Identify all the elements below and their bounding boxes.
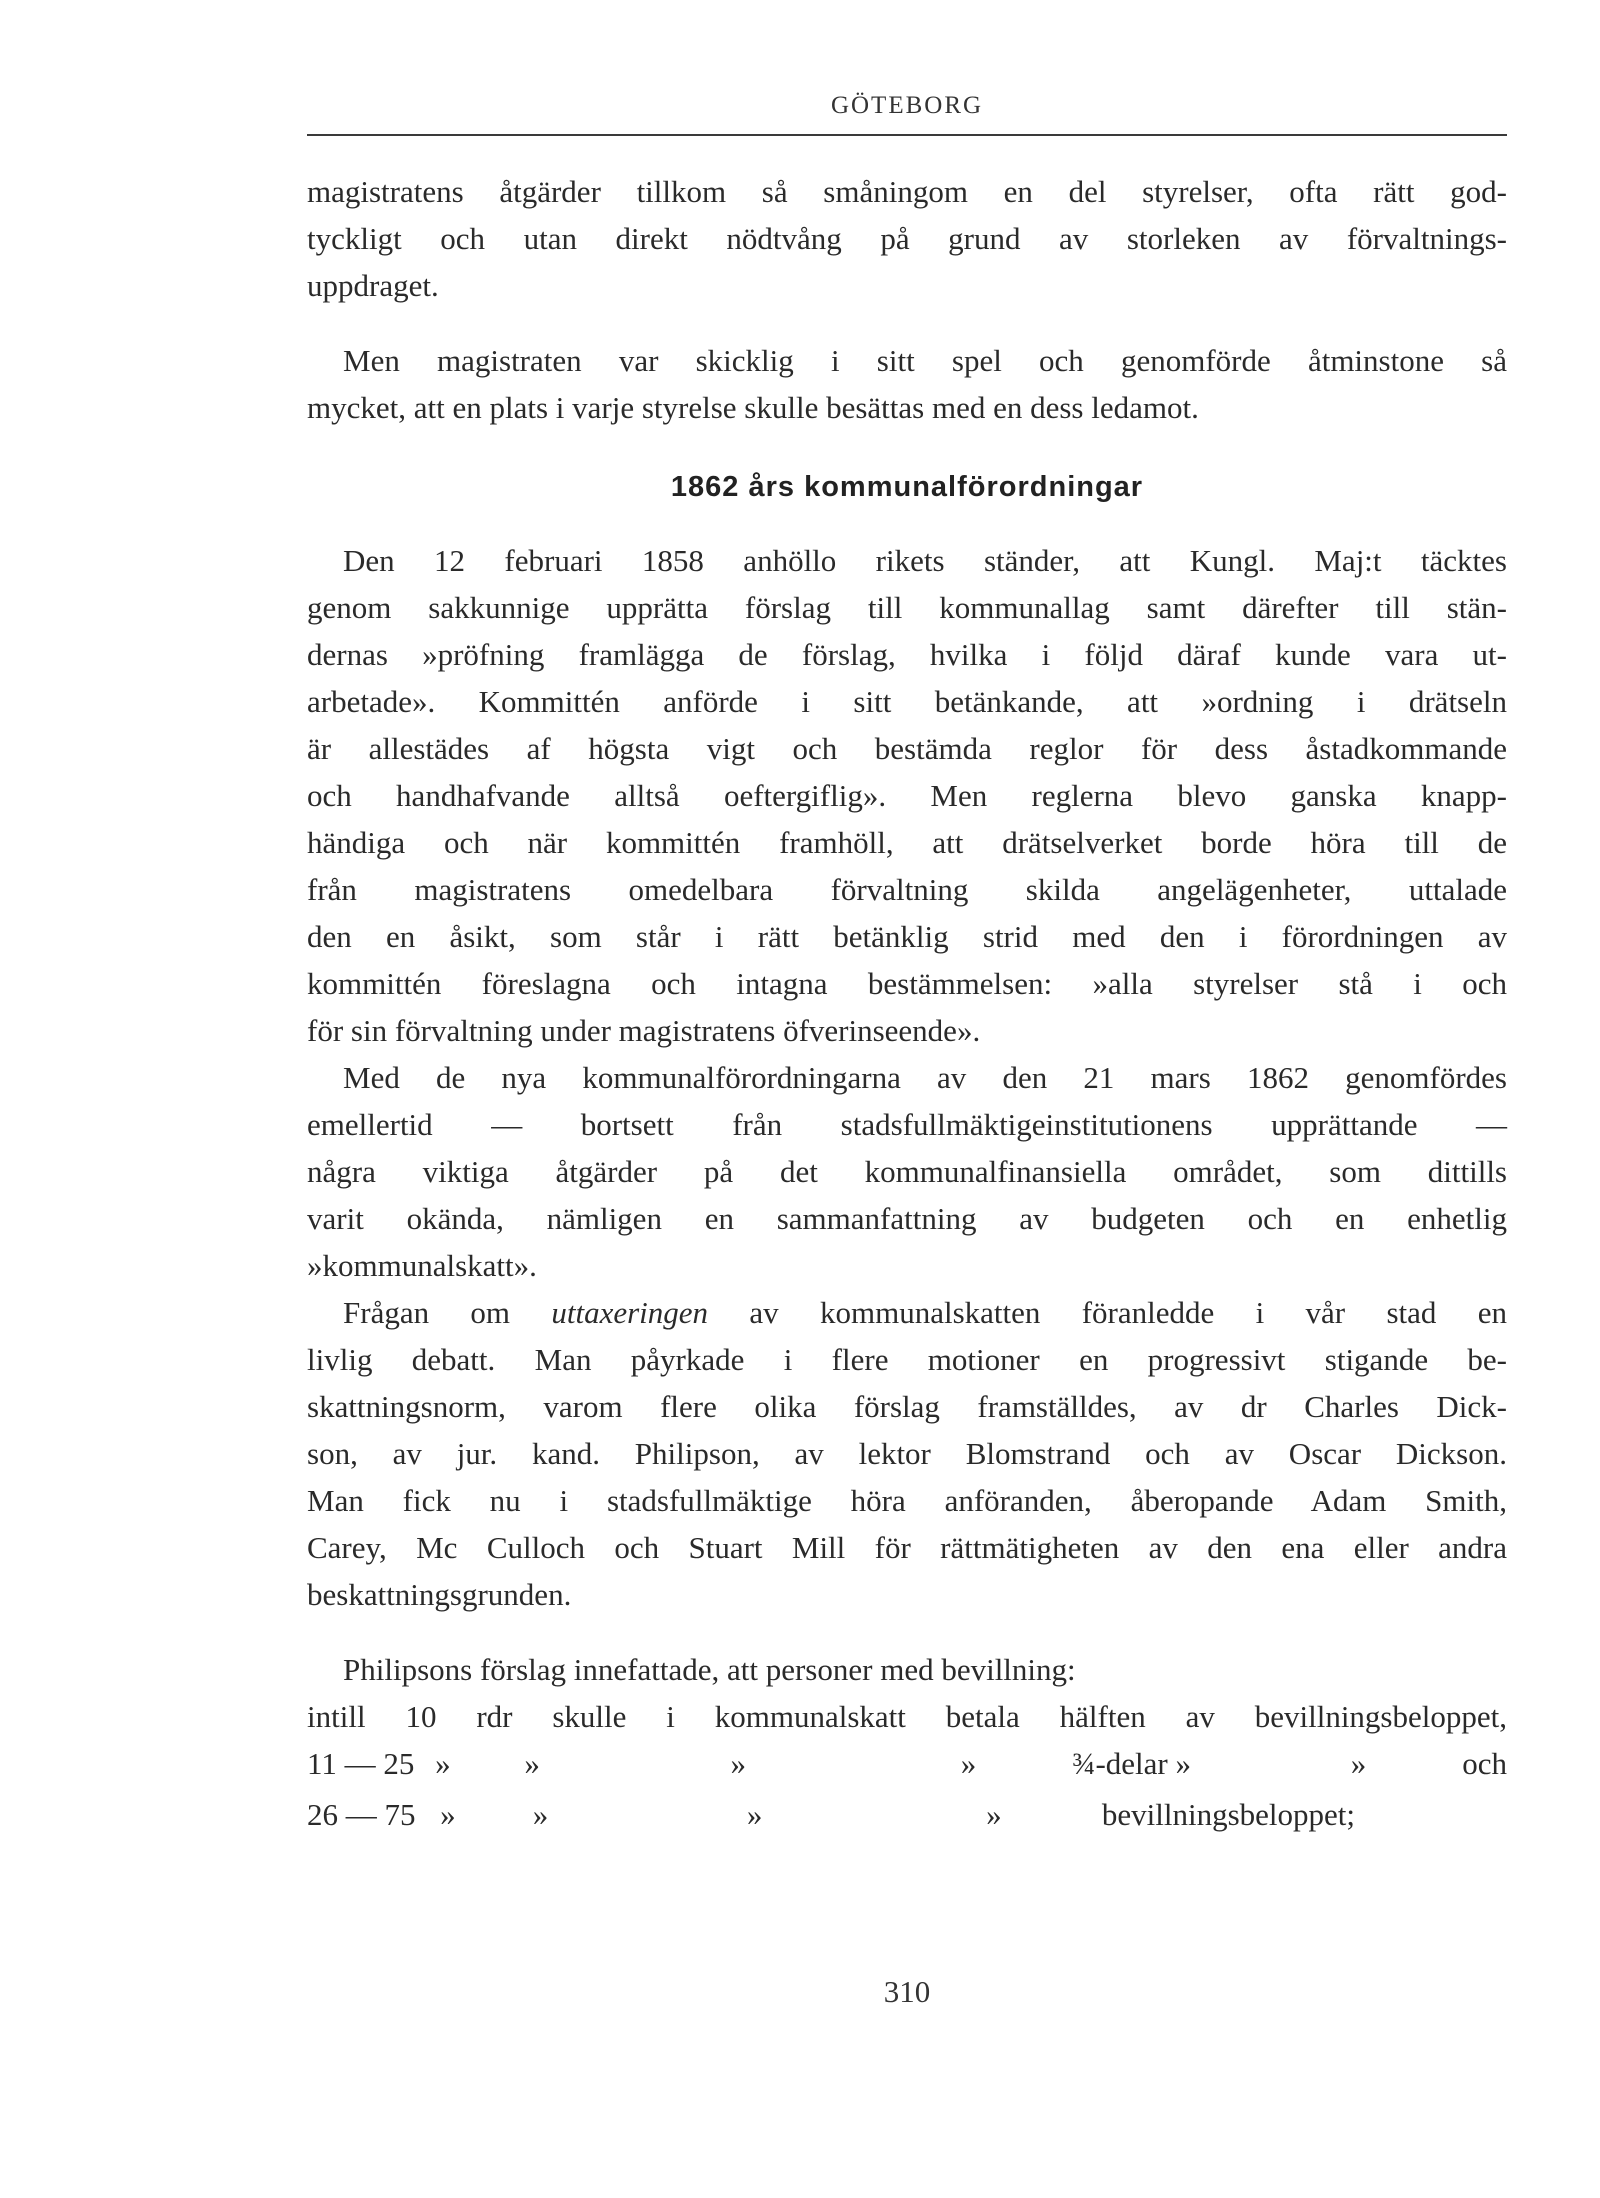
- ditto-mark: »: [440, 1797, 456, 1832]
- text-line: son, av jur. kand. Philipson, av lektor Blomstrand och av Oscar Dickson.: [307, 1436, 1507, 1471]
- paragraph-4: [307, 1054, 1507, 1289]
- text-line: genom sakkunnige upprätta förslag till kommunallag samt därefter till stän-: [307, 590, 1507, 625]
- text-line: händiga och när kommittén framhöll, att drätselverket borde höra till de: [307, 825, 1507, 860]
- paragraph-5: [307, 1289, 1507, 1618]
- section-heading: 1862 års kommunalförordningar: [670, 471, 1144, 503]
- text-line: Med de nya kommunalförordningarna av den 21 mars 1862 genomfördes: [343, 1060, 1507, 1095]
- text-line: kommittén föreslagna och intagna bestämmelsen: »alla styrelser stå i och: [307, 966, 1507, 1001]
- book-page: [307, 0, 1507, 2198]
- tax-row: [307, 1740, 1507, 1791]
- tax-range: 11 — 25: [307, 1746, 415, 1781]
- text-line: uppdraget.: [307, 268, 439, 303]
- ditto-mark: »: [960, 1746, 977, 1781]
- row-tail: och: [1462, 1746, 1507, 1781]
- ditto-mark: »: [524, 1746, 540, 1781]
- text-line: tyckligt och utan direkt nödtvång på grund av storleken av förvaltnings-: [307, 221, 1507, 256]
- text-line: är allestädes af högsta vigt och bestämda reglor för dess åstadkommande: [307, 731, 1507, 766]
- text-fragment: av kommunalskatten föranledde i vår stad en: [708, 1295, 1508, 1330]
- ditto-mark: »: [730, 1746, 746, 1781]
- paragraph-6: [307, 1646, 1507, 1740]
- italic-term: uttaxeringen: [551, 1295, 709, 1330]
- text-line: »kommunalskatt».: [307, 1248, 537, 1283]
- text-line: [307, 1289, 1507, 1336]
- ditto-mark: »: [746, 1797, 763, 1832]
- paragraph-1: [307, 168, 1507, 309]
- text-line: livlig debatt. Man påyrkade i flere motioner en progressivt stigande be-: [307, 1342, 1507, 1377]
- tax-row: [307, 1791, 1507, 1842]
- text-line: Man fick nu i stadsfullmäktige höra anföranden, åberopande Adam Smith,: [307, 1483, 1507, 1518]
- tax-share: ¾-delar »: [1072, 1746, 1191, 1781]
- page-number: 310: [883, 1974, 931, 2009]
- tax-share: bevillningsbeloppet;: [1101, 1797, 1355, 1832]
- text-line: Den 12 februari 1858 anhöllo rikets ständer, att Kungl. Maj:t täcktes: [343, 543, 1507, 578]
- ditto-mark: »: [532, 1797, 549, 1832]
- text-line: intill 10 rdr skulle i kommunalskatt betala hälften av bevillningsbeloppet,: [307, 1699, 1507, 1734]
- paragraph-3: [307, 537, 1507, 1054]
- ditto-mark: »: [435, 1746, 451, 1781]
- text-line: Men magistraten var skicklig i sitt spel och genomförde åtminstone så: [343, 343, 1507, 378]
- text-line: varit okända, nämligen en sammanfattning av budgeten och en enhetlig: [307, 1201, 1507, 1236]
- header-rule: [307, 134, 1507, 136]
- text-line: dernas »pröfning framlägga de förslag, hvilka i följd däraf kunde vara ut-: [307, 637, 1507, 672]
- text-line: magistratens åtgärder tillkom så småningom en del styrelser, ofta rätt god-: [307, 174, 1507, 209]
- page-body: [307, 168, 1507, 1842]
- text-line: skattningsnorm, varom flere olika förslag framställdes, av dr Charles Dick-: [307, 1389, 1507, 1424]
- ditto-mark: »: [986, 1797, 1002, 1832]
- text-line: Carey, Mc Culloch och Stuart Mill för rättmätigheten av den ena eller andra: [307, 1530, 1507, 1565]
- text-line: mycket, att en plats i varje styrelse skulle besättas med en dess ledamot.: [307, 390, 1199, 425]
- text-line: från magistratens omedelbara förvaltning skilda angelägenheter, uttalade: [307, 872, 1507, 907]
- text-line: Philipsons förslag innefattade, att personer med bevillning:: [343, 1652, 1076, 1687]
- text-line: några viktiga åtgärder på det kommunalfinansiella området, som dittills: [307, 1154, 1507, 1189]
- ditto-mark: »: [1350, 1746, 1367, 1781]
- text-line: beskattningsgrunden.: [307, 1577, 572, 1612]
- paragraph-2: [307, 337, 1507, 431]
- text-line: den en åsikt, som står i rätt betänklig strid med den i förordningen av: [307, 919, 1507, 954]
- running-head: GÖTEBORG: [830, 92, 984, 119]
- text-line: och handhafvande alltså oeftergiflig». Men reglerna blevo ganska knapp-: [307, 778, 1507, 813]
- tax-range: 26 — 75: [307, 1797, 416, 1832]
- text-fragment: Frågan om: [343, 1295, 552, 1330]
- text-line: för sin förvaltning under magistratens öfverinseende».: [307, 1013, 981, 1048]
- text-line: emellertid — bortsett från stadsfullmäktigeinstitutionens upprättande —: [307, 1107, 1507, 1142]
- text-line: arbetade». Kommittén anförde i sitt betänkande, att »ordning i drätseln: [307, 684, 1507, 719]
